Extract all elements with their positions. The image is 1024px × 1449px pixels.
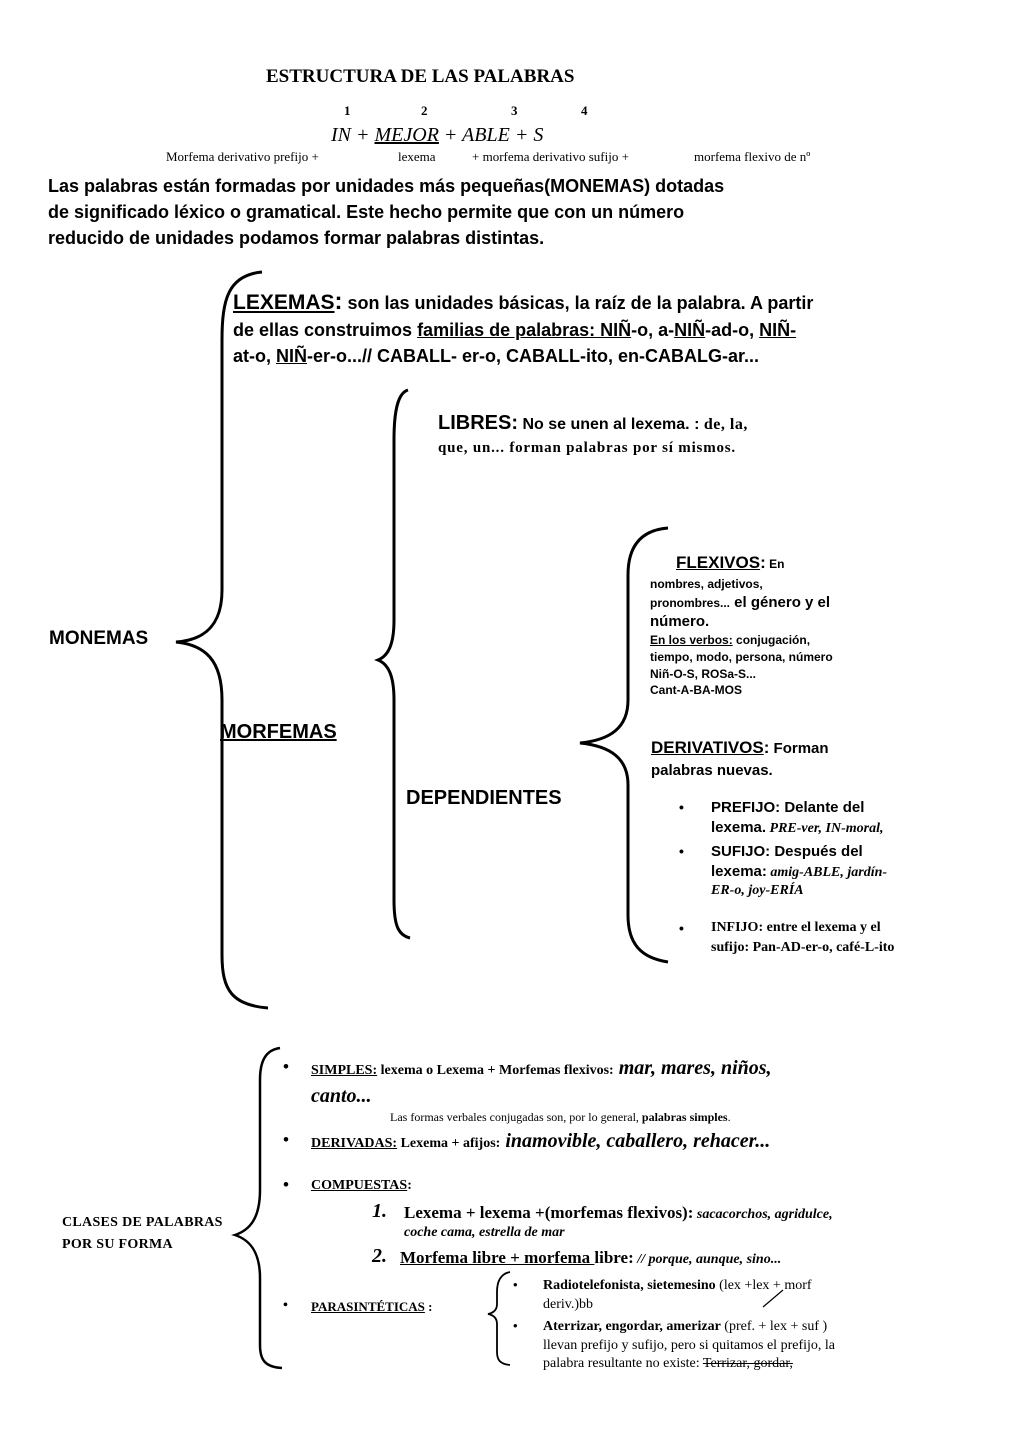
- simples-bullet: •: [283, 1057, 289, 1076]
- flexivos-line-6: tiempo, modo, persona, número: [650, 650, 833, 664]
- legend-lexema: lexema: [398, 149, 436, 164]
- simples-note-text: .: [727, 1110, 731, 1124]
- parasinteticas-sub-1: [543, 1278, 812, 1294]
- verbos-label: En los verbos:: [650, 633, 733, 647]
- compuestas-label: COMPUESTAS: [311, 1178, 408, 1193]
- compuestas-item-2-examples: // porque, aunque, sino...: [633, 1252, 782, 1267]
- legend-flexivo: morfema flexivo de nº: [694, 149, 811, 164]
- formula-number-1: 1: [344, 103, 351, 118]
- prefijo-line-2: [711, 819, 884, 837]
- lexemas-line-1: [233, 288, 813, 316]
- formula-suffixes: + ABLE + S: [438, 124, 544, 146]
- formula-lexema: MEJOR: [374, 124, 439, 146]
- compuestas-colon: :: [407, 1178, 412, 1193]
- infijo-bullet: •: [679, 920, 684, 936]
- parasinteticas-sub-2: [543, 1319, 827, 1335]
- compuestas-item-1: [404, 1203, 833, 1223]
- parasinteticas-sub-2-examples: Aterrizar, engordar, amerizar: [543, 1319, 721, 1334]
- lexemas-definition: son las unidades básicas, la raíz de la palabra. A partir: [342, 293, 814, 313]
- lexemas-line-2: [233, 320, 796, 341]
- compuestas-line: [311, 1178, 412, 1194]
- parasinteticas-sub-2-text: (pref. + lex + suf ): [720, 1319, 828, 1334]
- parasinteticas-sub-1-text: (lex +lex + morf: [715, 1278, 812, 1293]
- infijo-line-2: sufijo: Pan-AD-er-o, café-L-ito: [711, 940, 895, 955]
- flexivos-line-2: nombres, adjetivos,: [650, 577, 763, 591]
- flexivos-colon: :: [760, 553, 766, 572]
- formula: [331, 124, 543, 147]
- flexivos-line-4: número.: [650, 613, 710, 630]
- derivadas-bullet: •: [283, 1130, 289, 1149]
- lexemas-colon: :: [334, 288, 343, 315]
- parasinteticas-sub-1-examples: Radiotelefonista, sietemesino: [543, 1278, 716, 1293]
- struck-examples: Terrizar, gordar,: [702, 1356, 793, 1371]
- lexemas-heading: LEXEMAS: [233, 291, 335, 314]
- formula-prefix: IN +: [331, 124, 375, 146]
- derivativos-heading: DERIVATIVOS: [651, 738, 764, 757]
- intro-line-2: de significado léxico o gramatical. Este hecho permite que con un número: [48, 202, 685, 222]
- parasinteticas-sub-2-bullet: •: [513, 1318, 518, 1333]
- familias-label: familias de palabras:: [417, 320, 596, 340]
- dependientes-label: DEPENDIENTES: [406, 787, 562, 809]
- libres-line-2: que, un... forman palabras por sí mismos.: [438, 440, 736, 456]
- monemas-brace: [176, 272, 268, 1008]
- example-root: NIÑ: [595, 320, 632, 340]
- sufijo-line-1: SUFIJO: Después del: [711, 843, 863, 860]
- clases-label-1: CLASES DE PALABRAS: [62, 1215, 223, 1230]
- simples-line-1: [311, 1057, 772, 1080]
- compuestas-item-1-examples-2: coche cama, estrella de mar: [404, 1225, 565, 1240]
- lexemas-text: -o, a-: [631, 320, 675, 340]
- clases-label-2: POR SU FORMA: [62, 1237, 173, 1252]
- formula-number-4: 4: [581, 103, 588, 118]
- lexemas-text: -ad-o,: [705, 320, 760, 340]
- lexemas-text: at-o,: [233, 346, 276, 366]
- sufijo-line-3: ER-o, joy-ERÍA: [711, 883, 804, 898]
- flexivos-line-8: Cant-A-BA-MOS: [650, 683, 742, 697]
- simples-note-text: Las formas verbales conjugadas son, por lo general,: [390, 1110, 642, 1124]
- flexivos-text: el género y el: [730, 594, 831, 611]
- libres-heading: LIBRES:: [438, 412, 518, 434]
- derivativos-text: Forman: [769, 740, 829, 757]
- compuestas-item-2: [400, 1248, 781, 1268]
- monemas-label: MONEMAS: [49, 628, 149, 649]
- morfemas-label: MORFEMAS: [220, 721, 337, 743]
- derivativos-colon: :: [763, 738, 770, 757]
- clases-brace: [235, 1048, 282, 1368]
- derivadas-line: [311, 1130, 770, 1153]
- compuestas-item-1-number: 1.: [372, 1200, 387, 1222]
- formula-number-2: 2: [421, 103, 428, 118]
- derivativos-line-2: palabras nuevas.: [651, 762, 773, 779]
- derivativos-line-1: [651, 738, 829, 758]
- flexivos-line-1: [650, 553, 784, 573]
- example-root: NIÑ: [276, 346, 307, 366]
- lexemas-text: de ellas construimos: [233, 320, 418, 340]
- derivadas-examples: inamovible, caballero, rehacer...: [500, 1130, 771, 1152]
- compuestas-bullet: •: [283, 1175, 289, 1194]
- formula-number-3: 3: [511, 103, 518, 118]
- prefijo-line-1: PREFIJO: Delante del: [711, 799, 865, 816]
- parasinteticas-sub-2-line-2: llevan prefijo y sufijo, pero si quitamos el prefijo, la: [543, 1338, 835, 1353]
- flexivos-line-5: [650, 633, 810, 647]
- lexemas-text: -er-o...// CABALL- er-o, CABALL-ito, en-CABALG-ar...: [307, 346, 759, 366]
- example-root: NIÑ: [674, 320, 706, 340]
- simples-text: lexema o Lexema + Morfemas flexivos:: [377, 1063, 614, 1078]
- parasinteticas-line: [311, 1299, 433, 1315]
- simples-label: SIMPLES:: [311, 1063, 378, 1078]
- simples-note-bold: palabras simples: [641, 1110, 728, 1124]
- sufijo-text: lexema:: [711, 863, 767, 880]
- parasinteticas-sub-1-bullet: •: [513, 1277, 518, 1292]
- parasinteticas-colon: :: [424, 1299, 433, 1314]
- flexivos-text: pronombres...: [650, 596, 731, 610]
- compuestas-item-2-number: 2.: [372, 1245, 387, 1267]
- simples-line-2: canto...: [311, 1085, 372, 1107]
- example-root: NIÑ-: [759, 320, 797, 340]
- compuestas-item-1-examples: sacacorchos, agridulce,: [693, 1207, 833, 1222]
- libres-examples: de, la,: [699, 416, 748, 433]
- derivadas-label: DERIVADAS:: [311, 1136, 398, 1151]
- parasinteticas-sub-1-line-2: deriv.)bb: [543, 1297, 594, 1312]
- flexivos-line-3: [650, 594, 830, 612]
- flexivos-heading: FLEXIVOS: [676, 553, 761, 572]
- derivadas-text: Lexema + afijos:: [397, 1136, 501, 1151]
- prefijo-bullet: •: [679, 799, 684, 815]
- parasinteticas-sub-2-line-3: [543, 1356, 793, 1372]
- prefijo-examples: PRE-ver, IN-moral,: [766, 821, 884, 836]
- compuestas-item-2-text: Morfema libre + morfema: [400, 1248, 595, 1267]
- flexivos-line-7: Niñ-O-S, ROSa-S...: [650, 667, 757, 681]
- sufijo-bullet: •: [679, 843, 684, 859]
- flexivos-text: En: [765, 557, 785, 571]
- flexivos-text: conjugación,: [732, 633, 811, 647]
- parasinteticas-bullet: •: [283, 1298, 288, 1313]
- intro-line-3: reducido de unidades podamos formar palabras distintas.: [48, 228, 545, 248]
- page-title: ESTRUCTURA DE LAS PALABRAS: [266, 66, 575, 87]
- simples-note: [390, 1110, 731, 1125]
- prefijo-text: lexema.: [711, 819, 767, 836]
- lexemas-line-3: [233, 346, 759, 367]
- parasinteticas-label: PARASINTÉTICAS: [311, 1299, 425, 1314]
- intro-line-1: Las palabras están formadas por unidades más pequeñas(MONEMAS) dotadas: [48, 176, 725, 196]
- parasinteticas-brace: [488, 1272, 510, 1365]
- libres-line-1: [438, 412, 748, 435]
- compuestas-item-1-text: Lexema + lexema +(morfemas flexivos):: [404, 1203, 694, 1222]
- morfemas-brace: [378, 390, 410, 938]
- parasinteticas-sub-2-text: palabra resultante no existe:: [543, 1356, 703, 1371]
- infijo-line-1: INFIJO: entre el lexema y el: [711, 920, 881, 935]
- simples-examples: mar, mares, niños,: [613, 1057, 772, 1079]
- sufijo-line-2: [711, 863, 887, 881]
- libres-text: No se unen al lexema. :: [518, 416, 700, 433]
- compuestas-item-2-text: libre:: [594, 1248, 634, 1267]
- legend-sufijo: + morfema derivativo sufijo +: [472, 149, 629, 164]
- sufijo-examples: amig-ABLE, jardín-: [766, 865, 888, 880]
- legend-prefijo: Morfema derivativo prefijo +: [166, 149, 319, 164]
